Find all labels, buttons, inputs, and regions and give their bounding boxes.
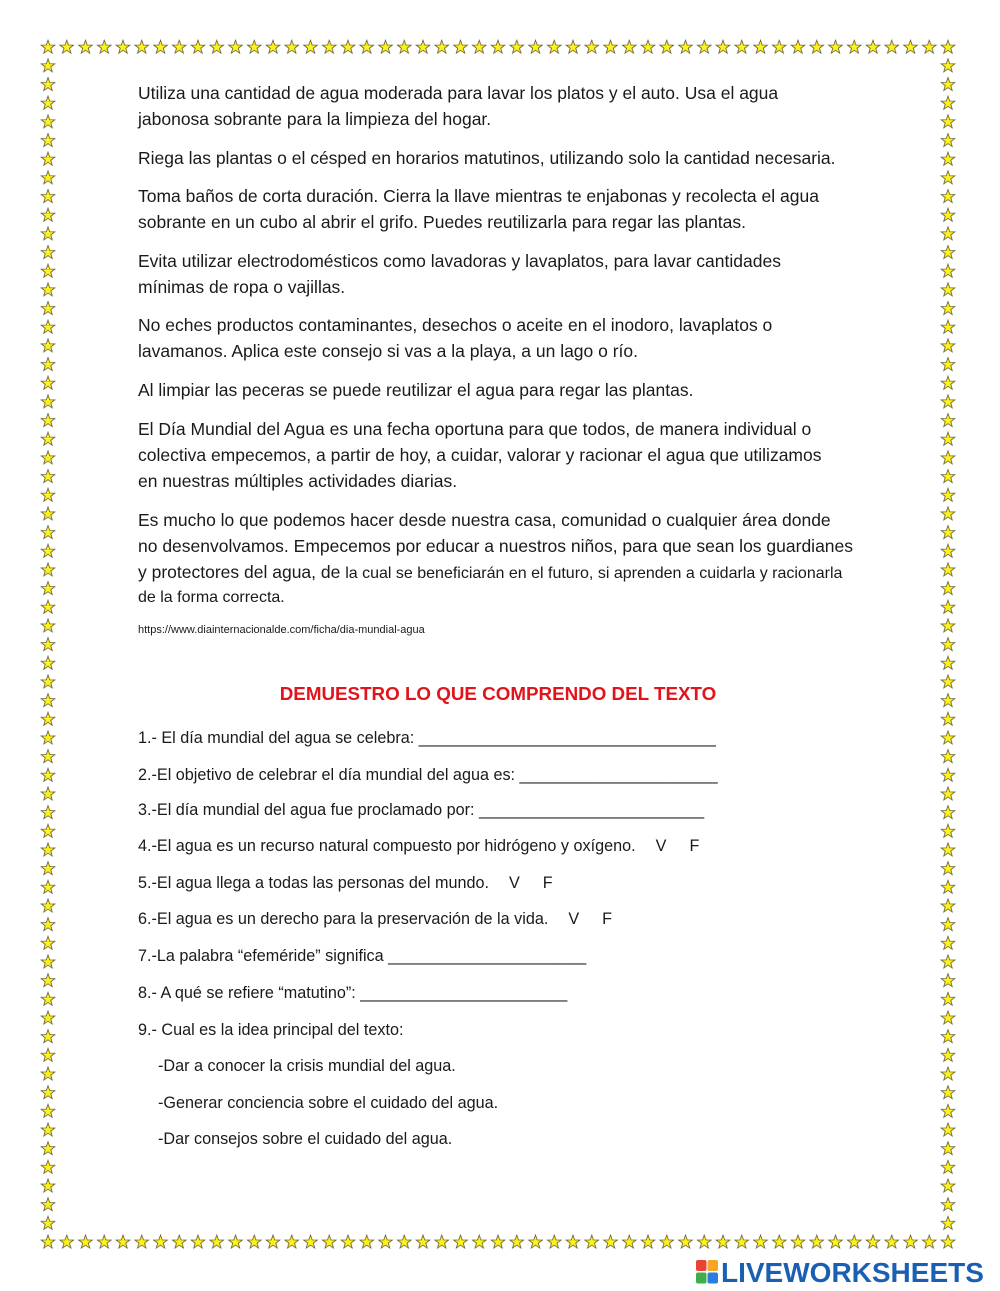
paragraph-line-small-part: la cual se beneficiarán en el futuro, si aprenden a cuidarla y racionarla — [345, 565, 843, 582]
question-1 — [138, 726, 716, 750]
star-border-bottom — [39, 1233, 958, 1252]
paragraph-line: lavamanos. Aplica este consejo si vas a la playa, a un lago o río. — [138, 341, 639, 361]
question-7 — [138, 944, 586, 968]
paragraph-line: Toma baños de corta duración. Cierra la llave mientras te enjabonas y recolecta el agua — [138, 186, 819, 206]
false-option[interactable]: F — [602, 910, 613, 928]
star-border-left — [39, 56, 58, 1232]
paragraph-line: sobrante en un cubo al abrir el grifo. Puedes reutilizarla para regar las plantas. — [138, 212, 746, 232]
answer-blank[interactable]: ______________________ — [519, 766, 718, 784]
paragraph-contaminants — [138, 312, 772, 364]
question-text: 6.-El agua es un derecho para la preservación de la vida. — [138, 910, 549, 928]
logo-text: LIVEWORKSHEETS — [721, 1257, 984, 1288]
question-6 — [138, 907, 612, 931]
answer-blank[interactable]: _________________________________ — [418, 729, 716, 747]
paragraph-world-water-day — [138, 416, 822, 494]
paragraph-line: mínimas de ropa o vajillas. — [138, 277, 346, 297]
question-5 — [138, 871, 553, 895]
paragraph-line: de la forma correcta. — [138, 589, 285, 606]
question-text: 4.-El agua es un recurso natural compuesto por hidrógeno y oxígeno. — [138, 837, 636, 855]
true-option[interactable]: V — [508, 874, 520, 892]
paragraph-line-regular-part: y protectores del agua, de — [138, 562, 346, 582]
paragraph-line: no desenvolvamos. Empecemos por educar a nuestros niños, para que sean los guardianes — [138, 536, 854, 556]
paragraph-fish-tanks — [138, 377, 693, 403]
true-option[interactable]: V — [568, 910, 580, 928]
question-text: 3.-El día mundial del agua fue proclamado por: — [138, 801, 480, 819]
quiz-title: DEMUESTRO LO QUE COMPRENDO DEL TEXTO — [279, 683, 717, 704]
question-text: 5.-El agua llega a todas las personas del mundo. — [138, 874, 489, 892]
question-2 — [138, 763, 718, 787]
question-text: 8.- A qué se refiere “matutino”: — [138, 984, 361, 1002]
paragraph-line: jabonosa sobrante para la limpieza del hogar. — [138, 109, 492, 129]
question-4 — [138, 834, 699, 858]
source-url: https://www.diainternacionalde.com/ficha/dia-mundial-agua — [138, 624, 425, 636]
paragraph-line: Utiliza una cantidad de agua moderada para lavar los platos y el auto. Usa el agua — [138, 83, 779, 103]
paragraph-line: colectiva empecemos, a partir de hoy, a cuidar, valorar y racionar el agua que utilizamos — [138, 445, 822, 465]
paragraph-line: Riega las plantas o el césped en horarios matutinos, utilizando solo la cantidad necesaria. — [138, 148, 836, 168]
star-border-top — [39, 38, 958, 57]
answer-blank[interactable]: _______________________ — [360, 984, 568, 1002]
star-border-right — [939, 56, 958, 1232]
question-8 — [138, 981, 567, 1005]
true-option[interactable]: V — [655, 837, 667, 855]
main-idea-option[interactable]: -Dar consejos sobre el cuidado del agua. — [158, 1130, 453, 1148]
main-idea-option[interactable]: -Dar a conocer la crisis mundial del agua. — [158, 1057, 456, 1075]
paragraph-line: Al limpiar las peceras se puede reutilizar el agua para regar las plantas. — [138, 380, 694, 400]
paragraph-line: Evita utilizar electrodomésticos como lavadoras y lavaplatos, para lavar cantidades — [138, 251, 781, 271]
answer-blank[interactable]: _________________________ — [479, 801, 705, 819]
question-9 — [138, 1018, 403, 1042]
false-option[interactable]: F — [542, 874, 553, 892]
paragraph-short-baths — [138, 183, 819, 235]
main-idea-option[interactable]: -Generar conciencia sobre el cuidado del agua. — [158, 1094, 499, 1112]
question-text: 9.- Cual es la idea principal del texto: — [138, 1021, 404, 1039]
answer-blank[interactable]: ______________________ — [388, 947, 587, 965]
question-3 — [138, 798, 704, 822]
question-text: 7.-La palabra “efeméride” significa — [138, 947, 389, 965]
paragraph-line: Es mucho lo que podemos hacer desde nuestra casa, comunidad o cualquier área donde — [138, 510, 831, 530]
paragraph-line: en nuestras múltiples actividades diarias. — [138, 471, 458, 491]
paragraph-watering — [138, 145, 836, 171]
false-option[interactable]: F — [689, 837, 700, 855]
liveworksheets-logo-icon — [695, 1259, 719, 1285]
paragraph-dishes-and-car — [138, 80, 778, 132]
question-text: 2.-El objetivo de celebrar el día mundial del agua es: — [138, 766, 520, 784]
liveworksheets-logo[interactable] — [695, 1259, 987, 1287]
question-text: 1.- El día mundial del agua se celebra: — [138, 729, 419, 747]
paragraph-line: El Día Mundial del Agua es una fecha oportuna para que todos, de manera individual o — [138, 419, 812, 439]
paragraph-line: No eches productos contaminantes, desechos o aceite en el inodoro, lavaplatos o — [138, 315, 773, 335]
paragraph-appliances — [138, 248, 781, 300]
paragraph-closing — [138, 507, 853, 611]
paragraph-line — [138, 559, 853, 585]
